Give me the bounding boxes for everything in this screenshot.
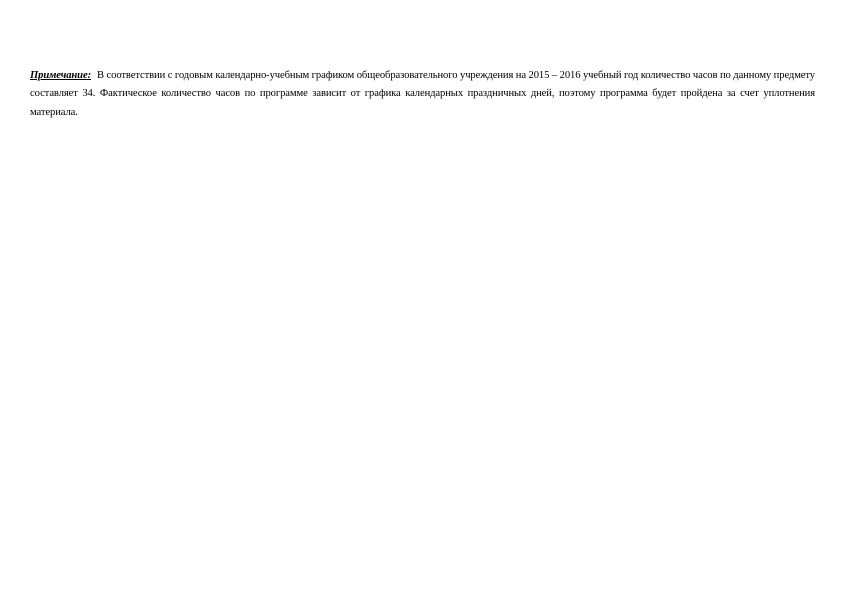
note-paragraph bbox=[30, 67, 815, 123]
note-text: В соответствии с годовым календарно-учебным графиком общеобразовательного учреждения на 2015 – 2016 учебный год количество часов по данному предмету составляет 34. Фактическое количество часов по программе зависит от графика календарных праздничных дней, поэтому программа будет пройдена за счет уплотнения материала. bbox=[30, 69, 815, 118]
note-label: Примечание: bbox=[30, 69, 92, 81]
